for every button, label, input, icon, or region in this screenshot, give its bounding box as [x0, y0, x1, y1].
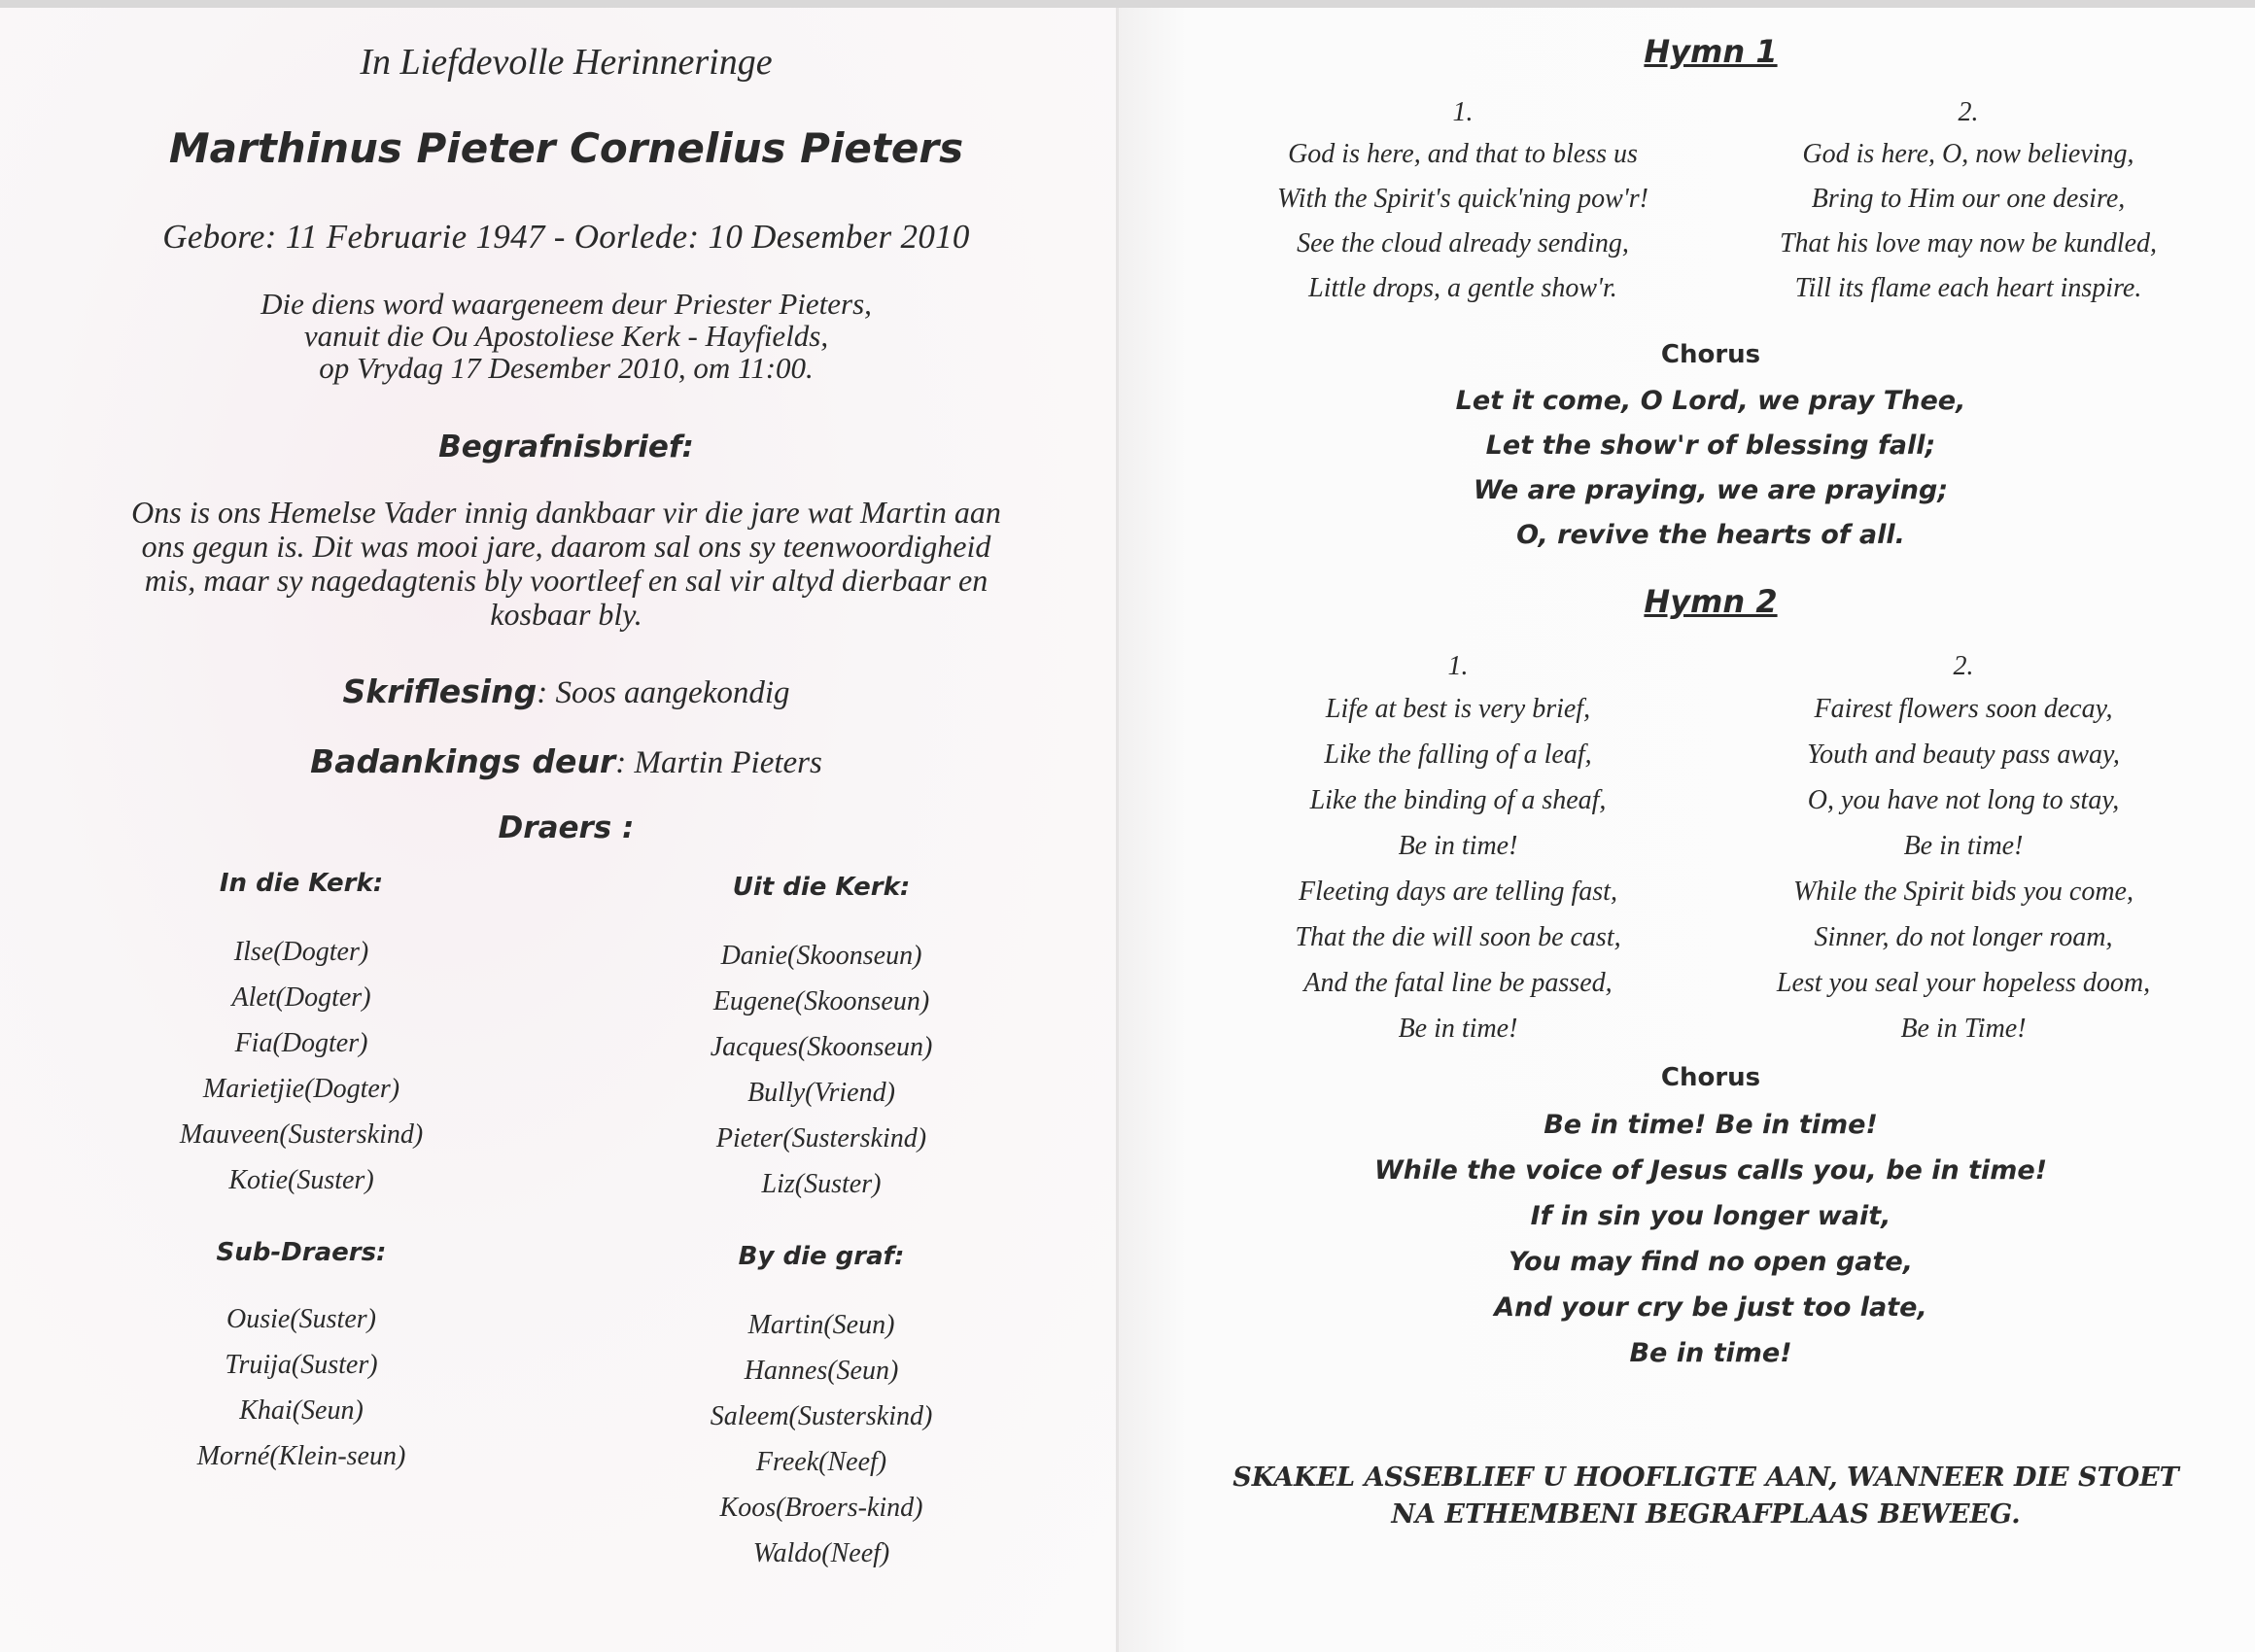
hymn2-title: Hymn 2: [1644, 583, 1778, 620]
thanks-value: : Martin Pieters: [615, 745, 822, 780]
bearer-name: Pieter(Susterskind): [715, 1123, 927, 1153]
grave-heading: By die graf:: [738, 1242, 905, 1271]
verse-line: And the fatal line be passed,: [1303, 968, 1613, 998]
letter-line: kosbaar bly.: [490, 597, 642, 632]
deceased-name: Marthinus Pieter Cornelius Pieters: [168, 124, 964, 172]
verse-line: That his love may now be kundled,: [1779, 228, 2158, 258]
verse-number: 1.: [1447, 651, 1469, 681]
service-line: op Vrydag 17 Desember 2010, om 11:00.: [319, 351, 814, 385]
verse-line: God is here, O, now believing,: [1802, 139, 2134, 169]
verse-line: Till its flame each heart inspire.: [1794, 273, 2142, 303]
verse-line: Be in time!: [1903, 831, 2024, 861]
bearer-name: Waldo(Neef): [752, 1538, 890, 1568]
verse-line: While the Spirit bids you come,: [1793, 877, 2134, 907]
scripture-reading: [0, 672, 1132, 711]
thanks-by: [0, 742, 1132, 781]
funeral-letter: [0, 496, 1132, 632]
reading-label: Skriflesing: [342, 672, 538, 710]
bearer-name: Truija(Suster): [225, 1350, 378, 1380]
bearer-name: Khai(Seun): [239, 1395, 364, 1426]
verse-line: Life at best is very brief,: [1325, 694, 1591, 724]
notice-line: NA ETHEMBENI BEGRAFPLAAS BEWEEG.: [1391, 1499, 2021, 1530]
verse-number: 2.: [1953, 651, 1974, 681]
bearer-name: Kotie(Suster): [228, 1165, 374, 1195]
chorus-line: Let the show'r of blessing fall;: [1485, 430, 1936, 461]
verse-line: Be in time!: [1398, 1014, 1518, 1044]
bearer-name: Ilse(Dogter): [233, 937, 369, 967]
bearer-name: Alet(Dogter): [231, 982, 371, 1013]
hymn2-chorus-label: Chorus: [1660, 1063, 1761, 1092]
chorus-line: If in sin you longer wait,: [1530, 1201, 1891, 1231]
verse-number: 2.: [1958, 97, 1979, 127]
headlights-notice: [1166, 1460, 2245, 1533]
hymn1-chorus: [1322, 379, 2099, 558]
chorus-line: While the voice of Jesus calls you, be in time!: [1373, 1155, 2048, 1186]
out-church-list: [642, 933, 1001, 1207]
verse-line: Like the falling of a leaf,: [1324, 740, 1592, 770]
verse-line: Be in Time!: [1900, 1014, 2027, 1044]
bearer-name: Ousie(Suster): [226, 1304, 376, 1334]
verse-line: Fairest flowers soon decay,: [1814, 694, 2113, 724]
letter-line: ons gegun is. Dit was mooi jare, daarom sal ons sy teenwoordigheid: [141, 529, 991, 564]
bearer-name: Liz(Suster): [761, 1169, 882, 1199]
verse-line: That the die will soon be cast,: [1295, 922, 1621, 952]
bearer-name: Bully(Vriend): [747, 1078, 895, 1108]
service-line: Die diens word waargeneem deur Priester Pieters,: [260, 287, 872, 321]
in-church-list: [126, 929, 476, 1203]
hymn1-verse2: [1711, 93, 2226, 311]
verse-line: See the cloud already sending,: [1297, 228, 1629, 258]
bearer-name: Eugene(Skoonseun): [712, 986, 930, 1016]
letter-line: Ons is ons Hemelse Vader innig dankbaar vir die jare wat Martin aan: [131, 495, 1001, 530]
verse-line: Sinner, do not longer roam,: [1814, 922, 2113, 952]
verse-line: Youth and beauty pass away,: [1807, 740, 2120, 770]
grave-list: [642, 1302, 1001, 1576]
memorial-header: In Liefdevolle Herinneringe: [360, 42, 773, 83]
chorus-line: Let it come, O Lord, we pray Thee,: [1455, 386, 1966, 416]
bearer-name: Jacques(Skoonseun): [710, 1032, 933, 1062]
chorus-line: And your cry be just too late,: [1494, 1292, 1927, 1323]
hymn2-chorus: [1225, 1102, 2197, 1376]
thanks-label: Badankings deur: [310, 742, 616, 780]
chorus-line: Be in time! Be in time!: [1544, 1110, 1878, 1140]
verse-line: O, you have not long to stay,: [1807, 785, 2120, 815]
bearer-name: Hannes(Seun): [744, 1356, 899, 1386]
verse-line: Bring to Him our one desire,: [1811, 184, 2126, 214]
birth-death-dates: Gebore: 11 Februarie 1947 - Oorlede: 10 Desember 2010: [162, 218, 970, 256]
bearers-heading: Draers :: [498, 810, 635, 845]
out-church-heading: Uit die Kerk:: [732, 873, 911, 902]
bearer-name: Mauveen(Susterskind): [179, 1119, 424, 1150]
hymn1-verse1: [1205, 93, 1720, 311]
bearer-name: Fia(Dogter): [234, 1028, 368, 1058]
bearer-name: Freek(Neef): [755, 1447, 887, 1477]
service-details: [0, 288, 1132, 384]
reading-value: : Soos aangekondig: [537, 675, 790, 710]
bearer-name: Koos(Broers-kind): [719, 1493, 923, 1523]
verse-line: Like the binding of a sheaf,: [1309, 785, 1607, 815]
verse-line: With the Spirit's quick'ning pow'r!: [1277, 184, 1648, 214]
sub-bearers-heading: Sub-Draers:: [216, 1238, 387, 1267]
verse-line: Be in time!: [1398, 831, 1518, 861]
paper-edge: [0, 0, 2255, 8]
hymn2-verse2: [1706, 647, 2221, 1051]
bearer-name: Morné(Klein-seun): [196, 1441, 406, 1471]
verse-line: God is here, and that to bless us: [1288, 139, 1638, 169]
verse-number: 1.: [1452, 97, 1474, 127]
service-line: vanuit die Ou Apostoliese Kerk - Hayfields,: [303, 319, 829, 353]
hymn2-verse1: [1200, 647, 1716, 1051]
chorus-line: You may find no open gate,: [1509, 1247, 1913, 1277]
bearer-name: Marietjie(Dogter): [202, 1074, 400, 1104]
letter-line: mis, maar sy nagedagtenis bly voortleef en sal vir altyd dierbaar en: [144, 563, 989, 598]
hymn1-chorus-label: Chorus: [1660, 340, 1761, 369]
verse-line: Lest you seal your hopeless doom,: [1776, 968, 2151, 998]
verse-line: Fleeting days are telling fast,: [1299, 877, 1617, 907]
bearer-name: Martin(Seun): [747, 1310, 895, 1340]
chorus-line: O, revive the hearts of all.: [1516, 520, 1905, 550]
sub-bearers-list: [126, 1296, 476, 1479]
chorus-line: Be in time!: [1629, 1338, 1792, 1368]
in-church-heading: In die Kerk:: [219, 869, 384, 898]
letter-heading: Begrafnisbrief:: [438, 430, 694, 465]
chorus-line: We are praying, we are praying;: [1473, 475, 1949, 505]
hymn1-title: Hymn 1: [1644, 33, 1778, 70]
notice-line: SKAKEL ASSEBLIEF U HOOFLIGTE AAN, WANNEER DIE STOET: [1232, 1463, 2179, 1493]
bearer-name: Saleem(Susterskind): [710, 1401, 933, 1431]
bearer-name: Danie(Skoonseun): [720, 941, 922, 971]
verse-line: Little drops, a gentle show'r.: [1308, 273, 1617, 303]
